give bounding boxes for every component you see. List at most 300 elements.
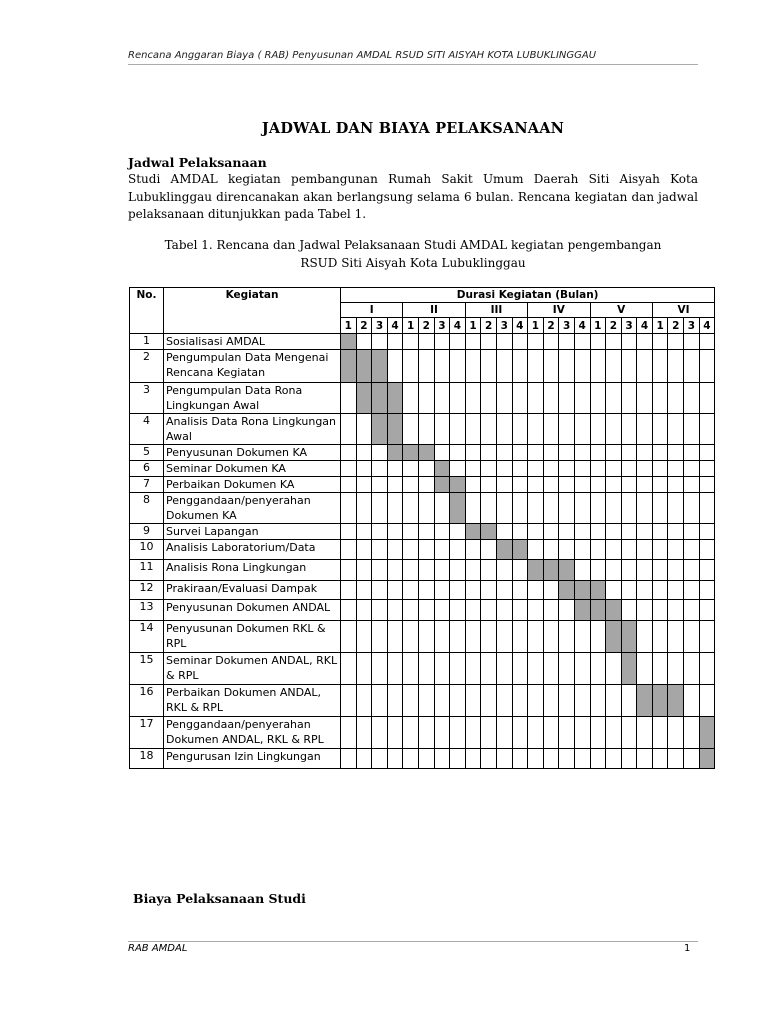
schedule-cell xyxy=(465,414,481,445)
schedule-cell xyxy=(590,383,606,414)
week-header: 2 xyxy=(668,318,684,334)
schedule-cell xyxy=(606,540,622,560)
schedule-cell xyxy=(403,685,419,717)
schedule-cell xyxy=(356,653,372,685)
schedule-cell xyxy=(387,493,403,524)
schedule-cell xyxy=(512,445,528,461)
activity-name: Penyusunan Dokumen RKL & RPL xyxy=(164,621,341,653)
schedule-cell xyxy=(543,685,559,717)
row-number: 15 xyxy=(130,653,164,685)
schedule-cell xyxy=(465,477,481,493)
schedule-cell xyxy=(699,493,715,524)
schedule-cell xyxy=(606,461,622,477)
schedule-cell xyxy=(606,477,622,493)
schedule-cell xyxy=(356,717,372,749)
schedule-cell xyxy=(418,749,434,769)
schedule-cell xyxy=(403,717,419,749)
schedule-cell xyxy=(699,414,715,445)
schedule-cell xyxy=(652,717,668,749)
month-header-4: IV xyxy=(528,303,590,318)
schedule-cell xyxy=(403,653,419,685)
schedule-cell xyxy=(684,445,700,461)
schedule-cell xyxy=(418,461,434,477)
schedule-cell xyxy=(496,493,512,524)
schedule-cell xyxy=(652,334,668,350)
week-header: 1 xyxy=(403,318,419,334)
schedule-cell xyxy=(512,461,528,477)
schedule-cell xyxy=(418,540,434,560)
schedule-cell xyxy=(481,350,497,383)
schedule-cell xyxy=(434,717,450,749)
schedule-cell xyxy=(574,653,590,685)
schedule-cell xyxy=(652,621,668,653)
schedule-cell xyxy=(450,749,466,769)
schedule-cell xyxy=(512,334,528,350)
schedule-cell xyxy=(621,445,637,461)
schedule-cell xyxy=(496,560,512,581)
schedule-cell xyxy=(450,581,466,600)
schedule-cell xyxy=(684,414,700,445)
schedule-cell xyxy=(341,653,357,685)
schedule-cell xyxy=(637,445,653,461)
week-header: 4 xyxy=(387,318,403,334)
schedule-cell xyxy=(543,749,559,769)
row-number: 7 xyxy=(130,477,164,493)
schedule-cell xyxy=(372,493,388,524)
activity-name: Penyusunan Dokumen KA xyxy=(164,445,341,461)
activity-name: Analisis Laboratorium/Data xyxy=(164,540,341,560)
schedule-cell xyxy=(621,581,637,600)
schedule-cell xyxy=(418,477,434,493)
schedule-cell xyxy=(512,414,528,445)
schedule-cell xyxy=(652,560,668,581)
schedule-cell xyxy=(637,350,653,383)
schedule-cell xyxy=(606,581,622,600)
row-number: 14 xyxy=(130,621,164,653)
schedule-cell xyxy=(418,653,434,685)
schedule-cell xyxy=(356,524,372,540)
schedule-bar-cell xyxy=(387,445,403,461)
schedule-bar-cell xyxy=(450,477,466,493)
schedule-cell xyxy=(372,600,388,621)
schedule-cell xyxy=(356,621,372,653)
schedule-cell xyxy=(481,560,497,581)
schedule-cell xyxy=(637,493,653,524)
schedule-cell xyxy=(559,350,575,383)
schedule-cell xyxy=(372,540,388,560)
schedule-cell xyxy=(434,334,450,350)
schedule-cell xyxy=(543,383,559,414)
schedule-cell xyxy=(574,493,590,524)
schedule-cell xyxy=(668,414,684,445)
schedule-cell xyxy=(387,461,403,477)
schedule-cell xyxy=(512,560,528,581)
row-number: 4 xyxy=(130,414,164,445)
schedule-cell xyxy=(606,383,622,414)
schedule-cell xyxy=(637,621,653,653)
week-header: 3 xyxy=(434,318,450,334)
schedule-cell xyxy=(434,350,450,383)
schedule-cell xyxy=(481,461,497,477)
schedule-cell xyxy=(512,524,528,540)
row-number: 5 xyxy=(130,445,164,461)
schedule-cell xyxy=(528,540,544,560)
schedule-table xyxy=(129,287,715,769)
week-header: 3 xyxy=(372,318,388,334)
schedule-cell xyxy=(637,581,653,600)
schedule-cell xyxy=(699,524,715,540)
schedule-bar-cell xyxy=(496,540,512,560)
schedule-cell xyxy=(403,621,419,653)
schedule-cell xyxy=(590,414,606,445)
schedule-cell xyxy=(512,477,528,493)
schedule-cell xyxy=(559,600,575,621)
schedule-cell xyxy=(637,653,653,685)
schedule-bar-cell xyxy=(574,581,590,600)
schedule-cell xyxy=(387,350,403,383)
schedule-cell xyxy=(512,621,528,653)
schedule-cell xyxy=(574,717,590,749)
schedule-cell xyxy=(512,493,528,524)
schedule-cell xyxy=(496,414,512,445)
activity-name: Seminar Dokumen KA xyxy=(164,461,341,477)
schedule-cell xyxy=(652,600,668,621)
schedule-cell xyxy=(590,445,606,461)
schedule-cell xyxy=(528,334,544,350)
caption-line-1: Tabel 1. Rencana dan Jadwal Pelaksanaan Studi AMDAL kegiatan pengembangan xyxy=(164,238,662,252)
schedule-bar-cell xyxy=(543,560,559,581)
schedule-cell xyxy=(403,493,419,524)
schedule-cell xyxy=(637,524,653,540)
schedule-cell xyxy=(668,540,684,560)
schedule-cell xyxy=(574,621,590,653)
schedule-cell xyxy=(684,461,700,477)
schedule-cell xyxy=(699,350,715,383)
activity-name: Analisis Rona Lingkungan xyxy=(164,560,341,581)
activity-name: Pengumpulan Data Mengenai Rencana Kegiatan xyxy=(164,350,341,383)
schedule-cell xyxy=(699,334,715,350)
schedule-cell xyxy=(434,383,450,414)
week-header: 4 xyxy=(699,318,715,334)
schedule-bar-cell xyxy=(341,350,357,383)
month-header-1: I xyxy=(341,303,403,318)
schedule-cell xyxy=(450,653,466,685)
schedule-cell xyxy=(341,461,357,477)
schedule-cell xyxy=(574,350,590,383)
header-rule xyxy=(128,64,698,65)
table-row xyxy=(130,524,715,540)
schedule-cell xyxy=(528,621,544,653)
schedule-cell xyxy=(512,749,528,769)
schedule-cell xyxy=(590,334,606,350)
schedule-cell xyxy=(621,717,637,749)
schedule-cell xyxy=(528,493,544,524)
schedule-cell xyxy=(637,383,653,414)
schedule-cell xyxy=(668,600,684,621)
schedule-cell xyxy=(668,461,684,477)
month-header-3: III xyxy=(465,303,527,318)
schedule-cell xyxy=(434,749,450,769)
schedule-cell xyxy=(621,600,637,621)
schedule-bar-cell xyxy=(512,540,528,560)
week-header: 4 xyxy=(512,318,528,334)
schedule-cell xyxy=(341,524,357,540)
schedule-cell xyxy=(418,334,434,350)
schedule-cell xyxy=(684,685,700,717)
week-header: 2 xyxy=(356,318,372,334)
activity-name: Analisis Data Rona Lingkungan Awal xyxy=(164,414,341,445)
page-number: 1 xyxy=(684,943,691,954)
schedule-cell xyxy=(387,540,403,560)
schedule-bar-cell xyxy=(621,653,637,685)
schedule-cell xyxy=(543,600,559,621)
schedule-cell xyxy=(543,524,559,540)
schedule-cell xyxy=(652,350,668,383)
schedule-bar-cell xyxy=(418,445,434,461)
schedule-cell xyxy=(543,461,559,477)
schedule-bar-cell xyxy=(699,749,715,769)
schedule-cell xyxy=(543,414,559,445)
schedule-cell xyxy=(512,717,528,749)
schedule-cell xyxy=(450,560,466,581)
table-row xyxy=(130,685,715,717)
schedule-cell xyxy=(559,493,575,524)
schedule-cell xyxy=(606,560,622,581)
schedule-cell xyxy=(668,493,684,524)
schedule-cell xyxy=(652,477,668,493)
row-number: 17 xyxy=(130,717,164,749)
section-heading-cost: Biaya Pelaksanaan Studi xyxy=(133,891,306,906)
schedule-cell xyxy=(512,685,528,717)
schedule-cell xyxy=(356,600,372,621)
schedule-cell xyxy=(590,653,606,685)
schedule-cell xyxy=(387,524,403,540)
schedule-cell xyxy=(341,749,357,769)
schedule-cell xyxy=(621,350,637,383)
schedule-bar-cell xyxy=(481,524,497,540)
schedule-cell xyxy=(403,600,419,621)
schedule-bar-cell xyxy=(387,414,403,445)
schedule-cell xyxy=(699,581,715,600)
week-header: 3 xyxy=(684,318,700,334)
schedule-cell xyxy=(559,717,575,749)
schedule-cell xyxy=(559,383,575,414)
schedule-cell xyxy=(372,685,388,717)
schedule-cell xyxy=(372,749,388,769)
schedule-cell xyxy=(356,540,372,560)
schedule-cell xyxy=(496,383,512,414)
schedule-cell xyxy=(543,540,559,560)
schedule-cell xyxy=(590,461,606,477)
schedule-cell xyxy=(652,383,668,414)
schedule-cell xyxy=(450,334,466,350)
week-header: 4 xyxy=(574,318,590,334)
schedule-cell xyxy=(559,477,575,493)
schedule-cell xyxy=(684,524,700,540)
schedule-bar-cell xyxy=(574,600,590,621)
week-header: 2 xyxy=(543,318,559,334)
schedule-cell xyxy=(418,350,434,383)
schedule-cell xyxy=(574,383,590,414)
schedule-cell xyxy=(684,749,700,769)
schedule-cell xyxy=(606,524,622,540)
schedule-cell xyxy=(543,621,559,653)
schedule-cell xyxy=(387,477,403,493)
schedule-cell xyxy=(418,685,434,717)
schedule-cell xyxy=(699,600,715,621)
row-number: 16 xyxy=(130,685,164,717)
schedule-cell xyxy=(668,445,684,461)
schedule-cell xyxy=(356,493,372,524)
schedule-cell xyxy=(684,600,700,621)
schedule-cell xyxy=(668,383,684,414)
schedule-cell xyxy=(652,749,668,769)
schedule-cell xyxy=(543,717,559,749)
schedule-cell xyxy=(403,383,419,414)
schedule-cell xyxy=(574,749,590,769)
schedule-cell xyxy=(528,653,544,685)
schedule-cell xyxy=(699,461,715,477)
activity-name: Penggandaan/penyerahan Dokumen ANDAL, RKL & RPL xyxy=(164,717,341,749)
week-header: 3 xyxy=(559,318,575,334)
schedule-cell xyxy=(637,477,653,493)
schedule-cell xyxy=(481,717,497,749)
schedule-cell xyxy=(481,653,497,685)
schedule-cell xyxy=(341,685,357,717)
schedule-cell xyxy=(590,685,606,717)
schedule-bar-cell xyxy=(637,685,653,717)
schedule-cell xyxy=(652,493,668,524)
schedule-cell xyxy=(481,334,497,350)
schedule-cell xyxy=(699,540,715,560)
schedule-cell xyxy=(699,560,715,581)
schedule-cell xyxy=(559,749,575,769)
week-header: 4 xyxy=(450,318,466,334)
schedule-cell xyxy=(341,581,357,600)
schedule-cell xyxy=(559,524,575,540)
schedule-cell xyxy=(684,383,700,414)
row-number: 11 xyxy=(130,560,164,581)
schedule-cell xyxy=(356,334,372,350)
schedule-bar-cell xyxy=(341,334,357,350)
schedule-cell xyxy=(481,621,497,653)
schedule-cell xyxy=(528,685,544,717)
schedule-cell xyxy=(590,493,606,524)
schedule-cell xyxy=(543,350,559,383)
footer-label: RAB AMDAL xyxy=(128,943,188,954)
schedule-cell xyxy=(543,493,559,524)
schedule-cell xyxy=(418,600,434,621)
table-row xyxy=(130,621,715,653)
activity-name: Survei Lapangan xyxy=(164,524,341,540)
schedule-cell xyxy=(481,581,497,600)
schedule-cell xyxy=(465,540,481,560)
row-number: 6 xyxy=(130,461,164,477)
month-header-2: II xyxy=(403,303,465,318)
schedule-cell xyxy=(481,540,497,560)
schedule-cell xyxy=(418,383,434,414)
schedule-cell xyxy=(465,350,481,383)
schedule-cell xyxy=(637,600,653,621)
schedule-cell xyxy=(356,685,372,717)
schedule-cell xyxy=(403,540,419,560)
schedule-cell xyxy=(403,749,419,769)
schedule-cell xyxy=(528,717,544,749)
schedule-bar-cell xyxy=(434,477,450,493)
schedule-cell xyxy=(450,621,466,653)
schedule-cell xyxy=(434,685,450,717)
schedule-cell xyxy=(684,653,700,685)
activity-name: Seminar Dokumen ANDAL, RKL & RPL xyxy=(164,653,341,685)
schedule-cell xyxy=(496,621,512,653)
schedule-cell xyxy=(699,621,715,653)
row-number: 1 xyxy=(130,334,164,350)
schedule-cell xyxy=(465,383,481,414)
header-duration: Durasi Kegiatan (Bulan) xyxy=(341,288,715,303)
schedule-cell xyxy=(356,477,372,493)
schedule-cell xyxy=(621,414,637,445)
table-row xyxy=(130,560,715,581)
schedule-cell xyxy=(699,383,715,414)
schedule-cell xyxy=(606,717,622,749)
schedule-cell xyxy=(450,524,466,540)
schedule-cell xyxy=(621,461,637,477)
table-row xyxy=(130,581,715,600)
schedule-cell xyxy=(450,600,466,621)
schedule-cell xyxy=(356,414,372,445)
schedule-cell xyxy=(574,560,590,581)
schedule-cell xyxy=(418,717,434,749)
schedule-cell xyxy=(387,717,403,749)
schedule-cell xyxy=(621,524,637,540)
schedule-cell xyxy=(574,414,590,445)
schedule-cell xyxy=(496,600,512,621)
schedule-cell xyxy=(528,383,544,414)
schedule-cell xyxy=(387,749,403,769)
schedule-cell xyxy=(372,524,388,540)
schedule-cell xyxy=(434,540,450,560)
schedule-cell xyxy=(574,524,590,540)
schedule-cell xyxy=(481,685,497,717)
schedule-cell xyxy=(512,383,528,414)
schedule-cell xyxy=(543,334,559,350)
week-header: 1 xyxy=(590,318,606,334)
schedule-cell xyxy=(668,477,684,493)
schedule-cell xyxy=(668,749,684,769)
schedule-cell xyxy=(434,493,450,524)
schedule-cell xyxy=(559,414,575,445)
table-row xyxy=(130,350,715,383)
schedule-cell xyxy=(372,717,388,749)
schedule-cell xyxy=(684,493,700,524)
schedule-cell xyxy=(528,477,544,493)
schedule-cell xyxy=(496,685,512,717)
schedule-cell xyxy=(684,621,700,653)
schedule-cell xyxy=(496,749,512,769)
table-row xyxy=(130,493,715,524)
schedule-cell xyxy=(356,749,372,769)
schedule-bar-cell xyxy=(403,445,419,461)
schedule-bar-cell xyxy=(668,685,684,717)
schedule-cell xyxy=(699,477,715,493)
schedule-cell xyxy=(684,560,700,581)
schedule-cell xyxy=(590,560,606,581)
week-header: 2 xyxy=(418,318,434,334)
table-row xyxy=(130,334,715,350)
schedule-cell xyxy=(450,540,466,560)
schedule-bar-cell xyxy=(450,493,466,524)
schedule-cell xyxy=(372,653,388,685)
